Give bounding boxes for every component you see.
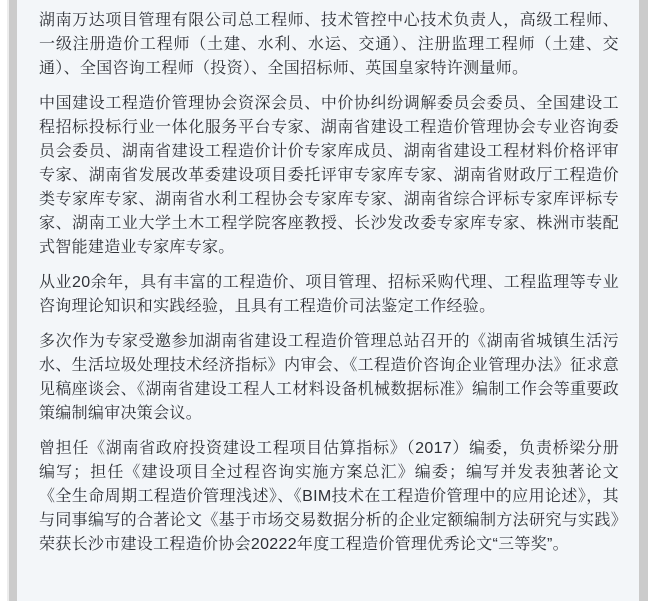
left-gutter-bar <box>9 0 17 601</box>
bio-paragraph-memberships: 中国建设工程造价管理协会资深会员、中价协纠纷调解委员会委员、全国建设工程招标投标行业一体化服务平台专家、湖南省建设工程造价管理协会专业咨询委员会委员、湖南省建设工程造价计价专家库成员、湖南省建设工程材料价格评审专家、湖南省发展改革委建设项目委托评审专家库专家、湖南省财政厅工程造价类专家库专家、湖南省水利工程协会专家库专家、湖南省综合评标专家库评标专家、湖南工业大学土木工程学院客座教授、长沙发改委专家库专家、株洲市装配式智能建造业专家库专家。 <box>39 95 619 256</box>
document-page <box>17 0 639 601</box>
bio-paragraph-experience: 从业20余年，具有丰富的工程造价、项目管理、招标采购代理、工程监理等专业咨询理论知识和实践经验，且具有工程造价司法鉴定工作经验。 <box>39 274 619 315</box>
right-gutter-bar <box>639 0 648 601</box>
right-outer-margin <box>648 0 653 601</box>
left-outer-margin <box>0 0 7 601</box>
bio-paragraph-titles: 湖南万达项目管理有限公司总工程师、技术管控中心技术负责人，高级工程师、一级注册造价工程师（土建、水利、水运、交通）、注册监理工程师（土建、交通）、全国咨询工程师（投资）、全国招标师、英国皇家特许测量师。 <box>39 12 619 77</box>
bio-paragraph-publications: 曾担任《湖南省政府投资建设工程项目估算指标》（2017）编委，负责桥梁分册编写；担任《建设项目全过程咨询实施方案总汇》编委；编写并发表独著论文《全生命周期工程造价管理浅述》、《BIM技术在工程造价管理中的应用论述》，其与同事编写的合著论文《基于市场交易数据分析的企业定额编制方法研究与实践》荣获长沙市建设工程造价协会20222年度工程造价管理优秀论文“三等奖”。 <box>39 440 619 553</box>
bio-paragraph-policy-meetings: 多次作为专家受邀参加湖南省建设工程造价管理总站召开的《湖南省城镇生活污水、生活垃圾处理技术经济指标》内审会、《工程造价咨询企业管理办法》征求意见稿座谈会、《湖南省建设工程人工材料设备机械数据标准》编制工作会等重要政策编制编审决策会议。 <box>39 333 619 422</box>
